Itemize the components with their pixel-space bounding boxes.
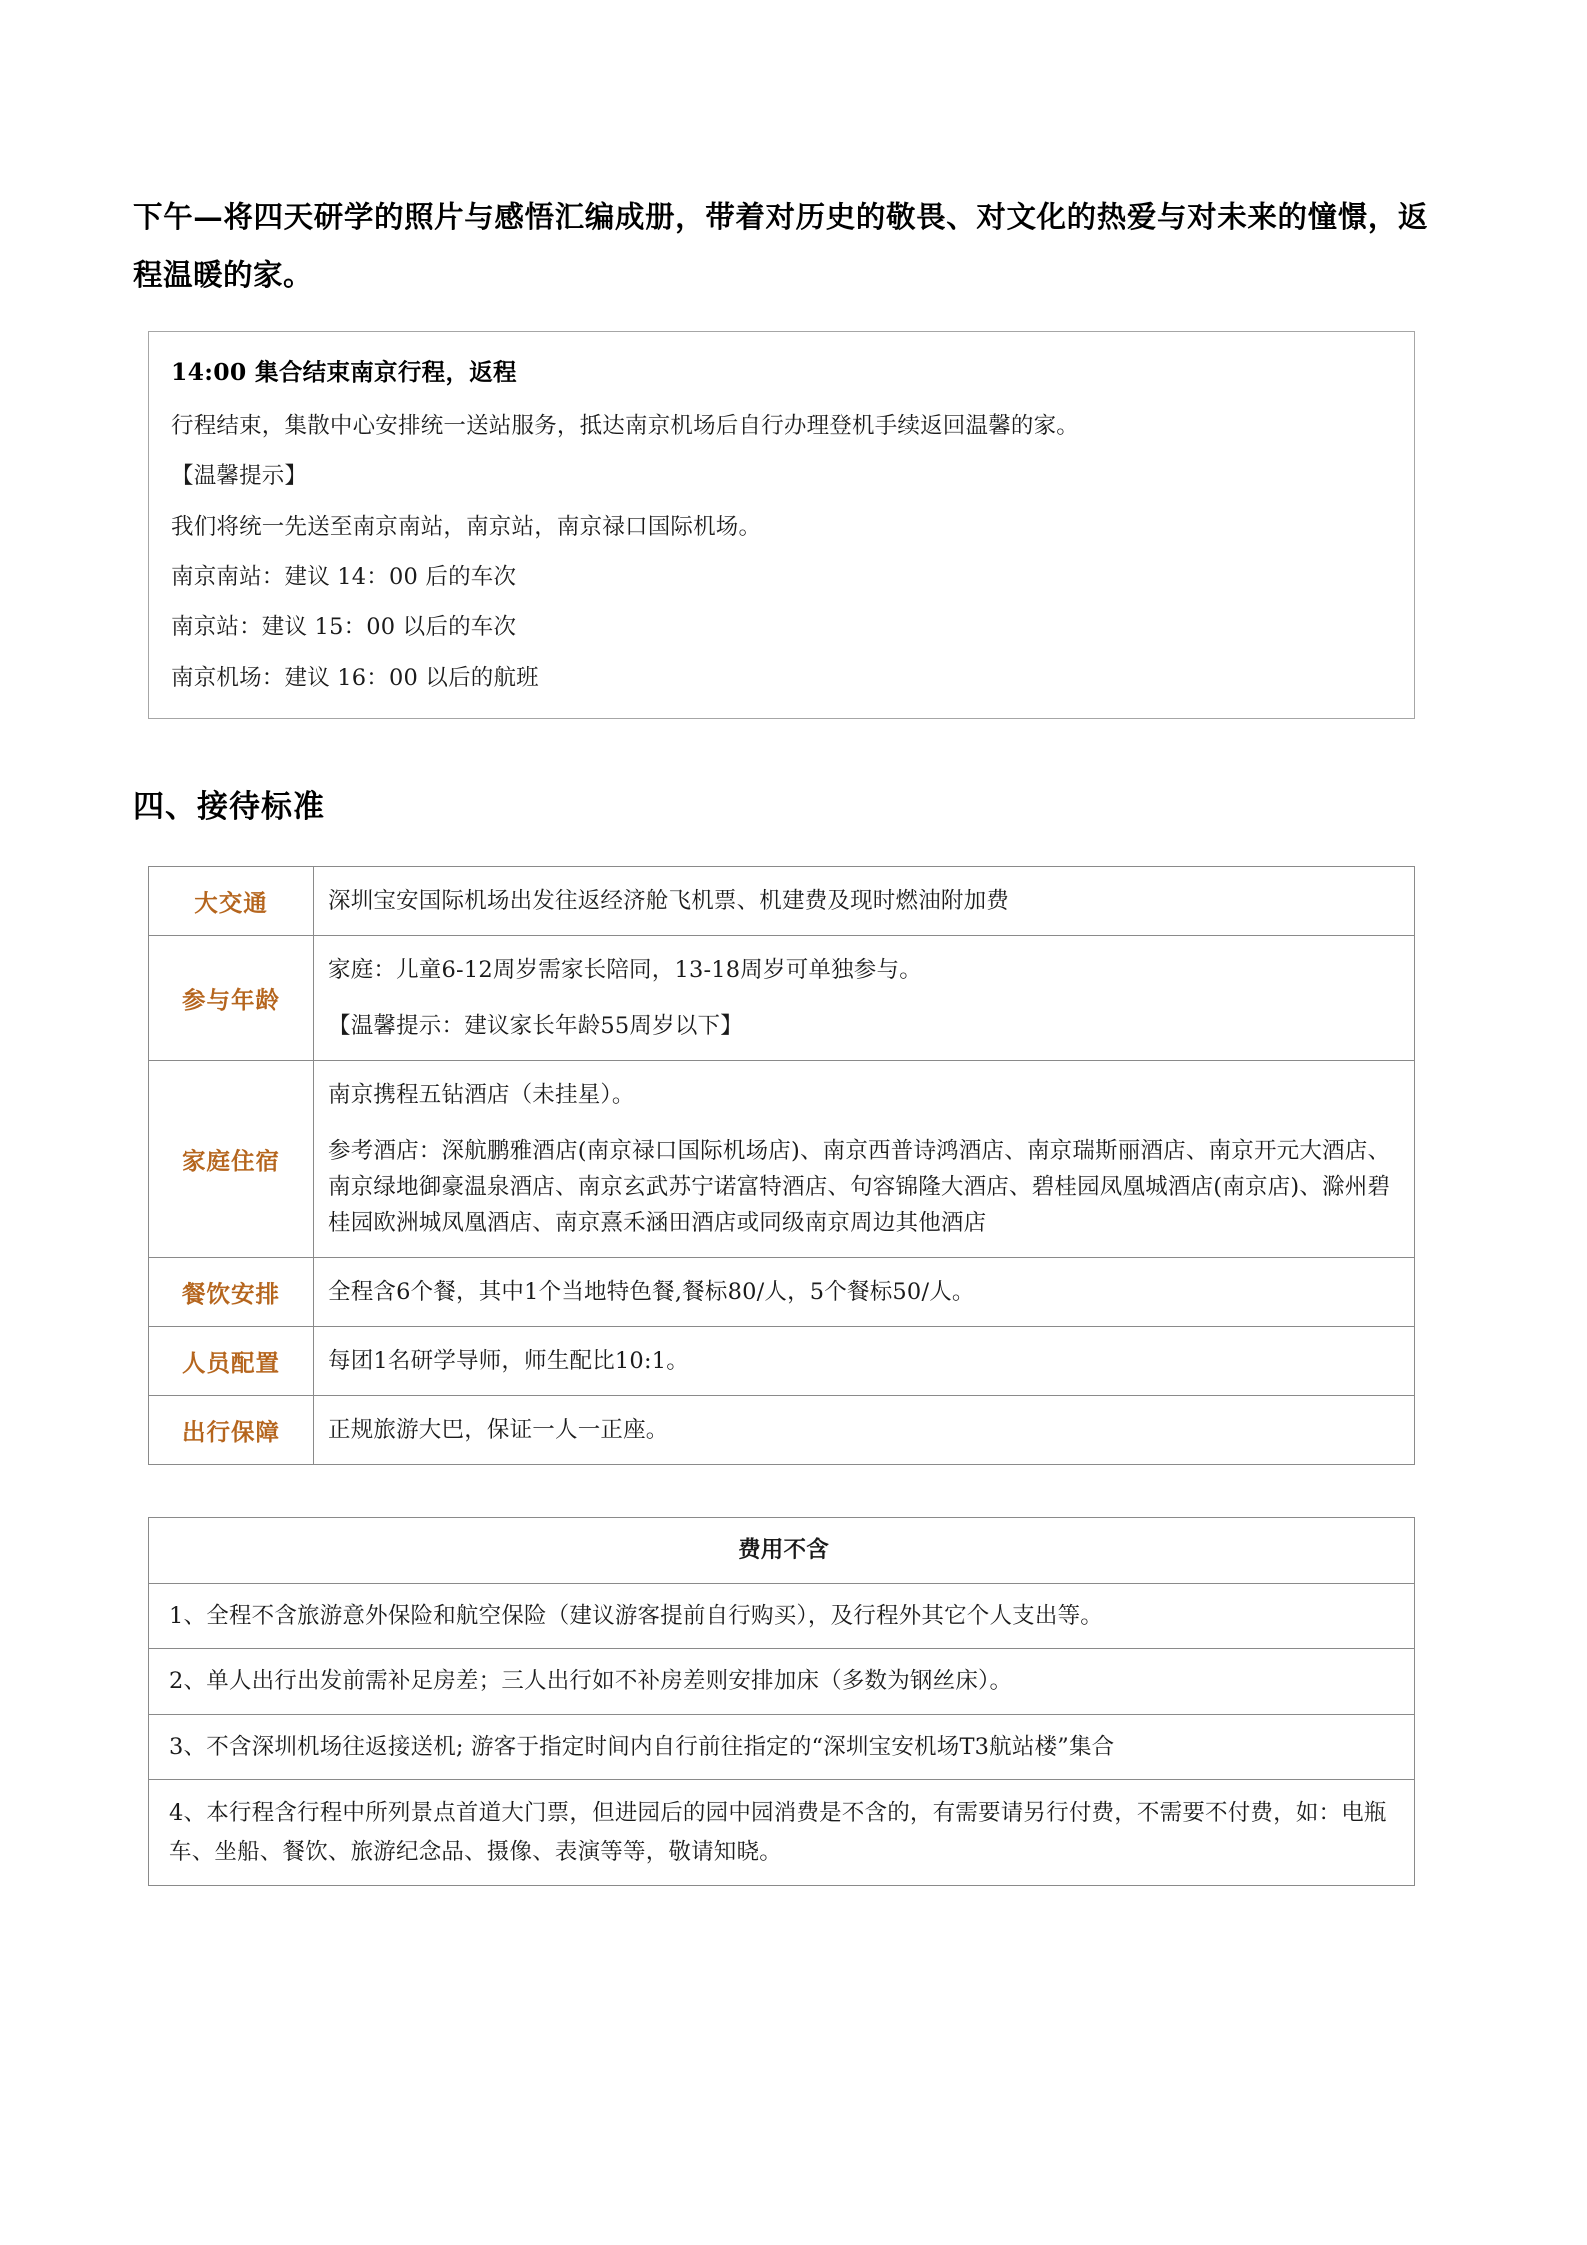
row-value-paragraph: 正规旅游大巴，保证一人一正座。 bbox=[328, 1417, 669, 1444]
note-box-line: 我们将统一先送至南京南站，南京站，南京禄口国际机场。 bbox=[171, 513, 762, 540]
row-value-paragraph: 家庭：儿童6-12周岁需家长陪同，13-18周岁可单独参与。 bbox=[328, 957, 922, 984]
row-value bbox=[314, 1258, 1415, 1327]
note-box-line: 【温馨提示】 bbox=[171, 463, 308, 490]
note-box-line: 南京站：建议 15：00 以后的车次 bbox=[171, 614, 517, 641]
row-value-paragraph: 全程含6个餐，其中1个当地特色餐,餐标80/人，5个餐标50/人。 bbox=[328, 1279, 975, 1306]
exclusions-table bbox=[148, 1517, 1415, 1886]
row-label: 参与年龄 bbox=[149, 936, 314, 1061]
row-label: 大交通 bbox=[149, 867, 314, 936]
row-value bbox=[314, 936, 1415, 1061]
row-value-paragraph: 【温馨提示：建议家长年龄55周岁以下】 bbox=[328, 1013, 743, 1040]
row-value bbox=[314, 1327, 1415, 1396]
row-label: 出行保障 bbox=[149, 1396, 314, 1465]
table-row bbox=[149, 1780, 1415, 1886]
table-row bbox=[149, 936, 1415, 1061]
schedule-note-box bbox=[148, 331, 1415, 719]
intro-paragraph: 下午—将四天研学的照片与感悟汇编成册，带着对历史的敬畏、对文化的热爱与对未来的憧憬，返程温暖的家。 bbox=[133, 199, 1428, 292]
table-row bbox=[149, 1061, 1415, 1258]
table-row bbox=[149, 1396, 1415, 1465]
exclusion-item: 4、本行程含行程中所列景点首道大门票，但进园后的园中园消费是不含的，有需要请另行付费，不需要不付费，如：电瓶车、坐船、餐饮、旅游纪念品、摄像、表演等等，敬请知晓。 bbox=[149, 1780, 1415, 1886]
section-heading-reception-standards: 四、接待标准 bbox=[133, 789, 325, 826]
exclusion-item: 2、单人出行出发前需补足房差；三人出行如不补房差则安排加床（多数为钢丝床）。 bbox=[149, 1649, 1415, 1714]
row-value bbox=[314, 1396, 1415, 1465]
table-row bbox=[149, 867, 1415, 936]
row-value-paragraph: 深圳宝安国际机场出发往返经济舱飞机票、机建费及现时燃油附加费 bbox=[328, 888, 1010, 915]
row-value-paragraph: 每团1名研学导师，师生配比10:1。 bbox=[328, 1348, 689, 1375]
note-box-line: 行程结束，集散中心安排统一送站服务，抵达南京机场后自行办理登机手续返回温馨的家。 bbox=[171, 412, 1080, 439]
table-row bbox=[149, 1714, 1415, 1779]
row-label: 餐饮安排 bbox=[149, 1258, 314, 1327]
row-value bbox=[314, 867, 1415, 936]
table-row bbox=[149, 1258, 1415, 1327]
row-value bbox=[314, 1061, 1415, 1258]
exclusions-title: 费用不含 bbox=[149, 1518, 1415, 1583]
page-content bbox=[133, 0, 1453, 1886]
reception-standards-table bbox=[148, 866, 1415, 1465]
exclusion-item: 1、全程不含旅游意外保险和航空保险（建议游客提前自行购买），及行程外其它个人支出等。 bbox=[149, 1583, 1415, 1648]
row-label: 家庭住宿 bbox=[149, 1061, 314, 1258]
table-row bbox=[149, 1518, 1415, 1583]
table-row bbox=[149, 1583, 1415, 1648]
table-row bbox=[149, 1327, 1415, 1396]
exclusion-item: 3、不含深圳机场往返接送机; 游客于指定时间内自行前往指定的“深圳宝安机场T3航站楼”集合 bbox=[149, 1714, 1415, 1779]
row-value-paragraph: 参考酒店：深航鹏雅酒店(南京禄口国际机场店)、南京西普诗鸿酒店、南京瑞斯丽酒店、南京开元大酒店、南京绿地御豪温泉酒店、南京玄武苏宁诺富特酒店、句容锦隆大酒店、碧桂园凤凰城酒店(南京店)、滁州碧桂园欧洲城凤凰酒店、南京熹禾涵田酒店或同级南京周边其他酒店 bbox=[328, 1138, 1391, 1237]
row-label: 人员配置 bbox=[149, 1327, 314, 1396]
note-box-line: 南京机场：建议 16：00 以后的航班 bbox=[171, 664, 539, 691]
row-value-paragraph: 南京携程五钻酒店（未挂星）。 bbox=[328, 1082, 635, 1109]
table-row bbox=[149, 1649, 1415, 1714]
note-box-title: 14:00 集合结束南京行程，返程 bbox=[171, 358, 517, 387]
note-box-line: 南京南站：建议 14：00 后的车次 bbox=[171, 563, 517, 590]
